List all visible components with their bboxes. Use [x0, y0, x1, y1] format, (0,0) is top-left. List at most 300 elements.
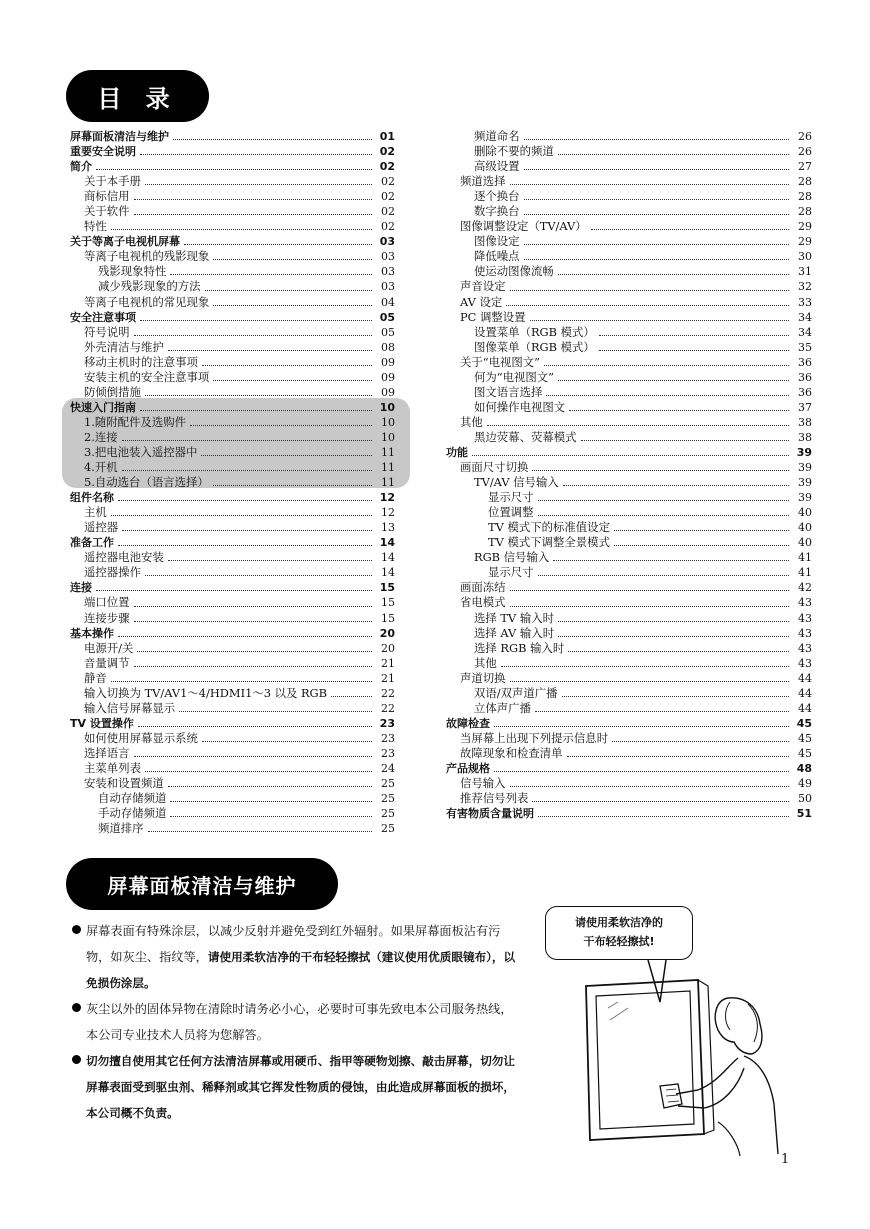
toc-entry — [70, 370, 395, 385]
toc-entry-page: 27 — [798, 160, 812, 174]
toc-entry — [446, 234, 812, 249]
toc-leader-dots — [202, 365, 372, 366]
toc-leader-dots — [553, 560, 789, 561]
toc-entry-page: 25 — [381, 822, 395, 836]
toc-entry — [446, 746, 812, 761]
toc-leader-dots — [614, 530, 789, 531]
toc-entry — [446, 686, 812, 701]
toc-entry-page: 36 — [798, 370, 812, 384]
toc-entry — [70, 716, 395, 731]
toc-entry-page: 43 — [798, 611, 812, 625]
toc-entry — [446, 611, 812, 626]
toc-entry-title: 降低噪点 — [474, 249, 520, 264]
toc-entry-title: 有害物质含量说明 — [446, 807, 534, 821]
toc-entry-page: 15 — [381, 611, 395, 625]
toc-entry — [70, 385, 395, 400]
toc-entry — [446, 641, 812, 656]
toc-leader-dots — [140, 410, 372, 411]
toc-entry-page: 11 — [381, 461, 395, 475]
toc-entry-title: 遥控器电池安装 — [84, 550, 164, 565]
toc-entry — [446, 129, 812, 144]
toc-leader-dots — [532, 801, 789, 802]
toc-entry — [70, 565, 395, 580]
toc-entry — [446, 415, 812, 430]
toc-leader-dots — [134, 666, 372, 667]
toc-leader-dots — [190, 425, 372, 426]
toc-entry-page: 14 — [379, 536, 395, 550]
toc-entry — [70, 611, 395, 626]
toc-entry-title: 电源开/关 — [84, 640, 134, 655]
toc-leader-dots — [201, 455, 372, 456]
toc-entry-page: 10 — [379, 400, 395, 414]
toc-leader-dots — [145, 184, 372, 185]
toc-leader-dots — [472, 455, 789, 456]
toc-leader-dots — [524, 244, 789, 245]
toc-entry-page: 35 — [798, 340, 812, 354]
toc-entry-title: 立体声广播 — [474, 700, 531, 715]
cleaning-bullet-1 — [72, 918, 520, 996]
toc-leader-dots — [134, 756, 372, 757]
toc-entry-title: 输入信号屏幕显示 — [84, 700, 176, 715]
toc-leader-dots — [558, 636, 789, 637]
toc-entry-page: 33 — [798, 295, 812, 309]
toc-leader-dots — [96, 590, 372, 591]
toc-entry-title: 显示尺寸 — [488, 565, 534, 580]
toc-entry-title: 重要安全说明 — [70, 145, 136, 159]
toc-entry-title: 高级设置 — [474, 159, 520, 174]
toc-entry-title: 符号说明 — [84, 324, 130, 339]
toc-entry-title: 双语/双声道广播 — [474, 685, 558, 700]
toc-entry — [446, 716, 812, 731]
toc-entry — [70, 264, 395, 279]
toc-entry — [446, 310, 812, 325]
toc-leader-dots — [544, 365, 789, 366]
toc-entry — [70, 671, 395, 686]
toc-entry-page: 10 — [381, 430, 395, 444]
toc-entry-title: 安装主机的安全注意事项 — [84, 369, 210, 384]
toc-leader-dots — [487, 425, 789, 426]
toc-leader-dots — [134, 214, 372, 215]
toc-entry-title: 主菜单列表 — [84, 760, 141, 775]
toc-leader-dots — [510, 606, 789, 607]
toc-entry — [70, 204, 395, 219]
toc-entry — [70, 340, 395, 355]
toc-entry — [70, 505, 395, 520]
toc-entry-title: TV/AV 信号输入 — [474, 475, 559, 490]
toc-entry-page: 03 — [381, 250, 395, 264]
toc-entry — [446, 174, 812, 189]
toc-entry — [70, 656, 395, 671]
toc-entry — [70, 279, 395, 294]
toc-entry — [70, 295, 395, 310]
toc-leader-dots — [535, 711, 789, 712]
toc-entry-page: 24 — [381, 761, 395, 775]
toc-entry-page: 03 — [381, 265, 395, 279]
toc-leader-dots — [170, 274, 372, 275]
toc-entry-title: 图像设定 — [474, 234, 520, 249]
toc-entry-page: 28 — [798, 175, 812, 189]
toc-entry-page: 25 — [381, 807, 395, 821]
toc-entry-title: 音量调节 — [84, 655, 130, 670]
toc-entry — [446, 249, 812, 264]
toc-leader-dots — [118, 545, 372, 546]
toc-entry — [70, 761, 395, 776]
toc-entry-page: 36 — [798, 355, 812, 369]
toc-entry-title: RGB 信号输入 — [474, 550, 550, 565]
toc-entry-title: 使运动图像流畅 — [474, 264, 554, 279]
toc-leader-dots — [202, 741, 372, 742]
toc-leader-dots — [111, 515, 372, 516]
toc-entry-page: 39 — [798, 491, 812, 505]
toc-entry-title: 减少残影现象的方法 — [98, 279, 201, 294]
toc-entry — [446, 791, 812, 806]
toc-leader-dots — [510, 590, 789, 591]
toc-entry — [70, 400, 395, 415]
bubble-line-1: 请使用柔软洁净的 — [575, 916, 663, 929]
toc-leader-dots — [524, 259, 789, 260]
toc-leader-dots — [546, 395, 789, 396]
toc-entry-title: 关于本手册 — [84, 174, 141, 189]
toc-entry-page: 40 — [798, 506, 812, 520]
toc-entry-title: 基本操作 — [70, 626, 114, 640]
toc-entry-title: 连接 — [70, 581, 92, 595]
toc-entry-page: 03 — [381, 280, 395, 294]
toc-entry-title: 输入切换为 TV/AV1～4/HDMI1～3 以及 RGB — [84, 685, 328, 700]
toc-entry-page: 40 — [798, 536, 812, 550]
toc-entry-page: 08 — [381, 340, 395, 354]
toc-entry-title: 组件名称 — [70, 491, 114, 505]
toc-entry — [70, 445, 395, 460]
toc-entry-page: 45 — [798, 746, 812, 760]
toc-leader-dots — [581, 440, 789, 441]
toc-leader-dots — [122, 470, 372, 471]
toc-entry — [70, 806, 395, 821]
toc-leader-dots — [205, 290, 372, 291]
toc-entry-title: 等离子电视机的残影现象 — [84, 249, 210, 264]
toc-entry-page: 43 — [798, 656, 812, 670]
toc-leader-dots — [558, 274, 789, 275]
toc-entry-page: 39 — [798, 476, 812, 490]
toc-entry-title: 图像菜单（RGB 模式） — [474, 339, 595, 354]
toc-entry-page: 25 — [381, 777, 395, 791]
toc-entry — [446, 626, 812, 641]
toc-leader-dots — [506, 305, 789, 306]
toc-entry-page: 01 — [379, 130, 395, 143]
toc-entry-title: 主机 — [84, 505, 107, 520]
toc-leader-dots — [145, 575, 372, 576]
toc-entry-title: 连接步骤 — [84, 610, 130, 625]
toc-entry-title: 位置调整 — [488, 505, 534, 520]
toc-entry-title: 移动主机时的注意事项 — [84, 354, 198, 369]
toc-entry-title: 功能 — [446, 445, 468, 459]
toc-leader-dots — [558, 621, 789, 622]
bullet-dot-icon — [72, 1003, 81, 1012]
toc-leader-dots — [168, 350, 372, 351]
toc-entry-title: 频道选择 — [460, 174, 506, 189]
toc-entry-page: 45 — [796, 716, 812, 730]
toc-entry — [446, 219, 812, 234]
toc-entry — [446, 656, 812, 671]
toc-entry-page: 12 — [379, 491, 395, 505]
toc-entry — [446, 340, 812, 355]
toc-leader-dots — [494, 771, 789, 772]
toc-leader-dots — [494, 726, 789, 727]
toc-entry — [70, 550, 395, 565]
toc-leader-dots — [134, 335, 372, 336]
toc-entry — [446, 580, 812, 595]
toc-entry — [446, 761, 812, 776]
toc-entry-page: 04 — [381, 295, 395, 309]
bullet-2-text: 灰尘以外的固体异物在清除时请务必小心，必要时可事先致电本公司服务热线，本公司专业技术人员将为您解答。 — [86, 1002, 513, 1042]
toc-leader-dots — [122, 440, 372, 441]
toc-entry-title: 4.开机 — [84, 460, 118, 475]
toc-entry-page: 44 — [798, 701, 812, 715]
toc-leader-dots — [558, 380, 789, 381]
toc-entry — [446, 535, 812, 550]
toc-entry-title: 图文语言选择 — [474, 384, 543, 399]
toc-entry — [446, 490, 812, 505]
toc-entry — [446, 355, 812, 370]
toc-entry-page: 09 — [381, 355, 395, 369]
toc-entry-page: 22 — [381, 701, 395, 715]
toc-entry-page: 29 — [798, 235, 812, 249]
toc-entry-title: 关于“电视图文” — [460, 354, 540, 369]
toc-leader-dots — [538, 575, 789, 576]
toc-entry-page: 30 — [798, 250, 812, 264]
toc-entry-page: 10 — [381, 415, 395, 429]
toc-entry-title: 声音设定 — [460, 279, 506, 294]
toc-entry-page: 49 — [798, 777, 812, 791]
toc-leader-dots — [118, 636, 372, 637]
toc-leader-dots — [145, 771, 372, 772]
toc-leader-dots — [96, 169, 372, 170]
toc-leader-dots — [532, 470, 789, 471]
toc-entry-title: 选择语言 — [84, 745, 130, 760]
toc-entry-page: 50 — [798, 792, 812, 806]
toc-entry — [446, 144, 812, 159]
toc-entry-page: 02 — [381, 175, 395, 189]
toc-entry-title: TV 模式下调整全景模式 — [488, 535, 610, 550]
toc-entry — [446, 806, 812, 821]
toc-entry-page: 31 — [798, 265, 812, 279]
toc-leader-dots — [538, 500, 789, 501]
toc-leader-dots — [524, 199, 789, 200]
toc-entry — [446, 264, 812, 279]
toc-leader-dots — [122, 530, 372, 531]
toc-entry — [70, 460, 395, 475]
toc-leader-dots — [168, 786, 372, 787]
toc-entry — [70, 535, 395, 550]
toc-entry-title: 静音 — [84, 670, 107, 685]
toc-entry-title: 安装和设置频道 — [84, 776, 164, 791]
bubble-line-2: 干布轻轻擦拭! — [583, 935, 655, 948]
toc-entry-page: 22 — [381, 686, 395, 700]
toc-leader-dots — [524, 214, 789, 215]
toc-entry — [446, 505, 812, 520]
toc-entry — [446, 204, 812, 219]
toc-leader-dots — [510, 786, 789, 787]
toc-entry-page: 02 — [379, 145, 395, 159]
toc-leader-dots — [148, 831, 372, 832]
toc-entry-title: 推荐信号列表 — [460, 791, 529, 806]
toc-entry — [70, 310, 395, 325]
toc-entry-title: 残影现象特性 — [98, 264, 167, 279]
toc-leader-dots — [331, 696, 372, 697]
toc-entry — [70, 234, 395, 249]
toc-leader-dots — [591, 229, 789, 230]
toc-entry — [446, 279, 812, 294]
toc-entry-page: 23 — [379, 716, 395, 730]
toc-entry-title: 屏幕面板清洁与维护 — [70, 130, 169, 143]
toc-entry — [70, 595, 395, 610]
toc-entry-page: 40 — [798, 521, 812, 535]
toc-entry-page: 28 — [798, 205, 812, 219]
toc-entry — [70, 626, 395, 641]
toc-leader-dots — [213, 485, 372, 486]
toc-entry-page: 41 — [798, 566, 812, 580]
toc-entry — [70, 249, 395, 264]
toc-entry — [70, 159, 395, 174]
toc-entry-title: 产品规格 — [446, 761, 490, 775]
toc-entry-title: 准备工作 — [70, 536, 114, 550]
toc-entry-title: 关于软件 — [84, 204, 130, 219]
toc-entry-page: 02 — [381, 190, 395, 204]
bullet-1-text: 屏幕表面有特殊涂层，以减少反射并避免受到红外辐射。如果屏幕面板沾有污物，如灰尘、指纹等， — [86, 924, 501, 964]
toc-entry — [70, 701, 395, 716]
toc-entry-title: 如何使用屏幕显示系统 — [84, 730, 198, 745]
toc-entry-page: 48 — [796, 761, 812, 775]
toc-leader-dots — [168, 560, 372, 561]
toc-entry-page: 43 — [798, 596, 812, 610]
toc-entry-page: 34 — [798, 310, 812, 324]
toc-leader-dots — [140, 320, 372, 321]
bullet-1-bold-text: 请使用柔软洁净的干布轻轻擦拭（建议使用优质眼镜布），以免损伤涂层。 — [86, 950, 516, 990]
toc-entry-title: 设置菜单（RGB 模式） — [474, 324, 595, 339]
bullet-dot-icon — [72, 925, 81, 934]
toc-entry-title: 商标信用 — [84, 189, 130, 204]
toc-leader-dots — [184, 244, 372, 245]
toc-entry-page: 37 — [798, 400, 812, 414]
toc-entry-page: 23 — [381, 731, 395, 745]
toc-entry — [70, 415, 395, 430]
toc-leader-dots — [179, 711, 372, 712]
toc-entry-page: 26 — [798, 145, 812, 159]
toc-entry — [446, 550, 812, 565]
toc-entry — [446, 731, 812, 746]
toc-entry-title: 选择 TV 输入时 — [474, 610, 555, 625]
toc-entry — [446, 385, 812, 400]
toc-entry-title: 外壳清洁与维护 — [84, 339, 164, 354]
toc-leader-dots — [599, 350, 789, 351]
toc-entry-title: 何为“电视图文” — [474, 369, 554, 384]
toc-leader-dots — [599, 335, 789, 336]
toc-entry-page: 38 — [798, 430, 812, 444]
toc-entry — [70, 430, 395, 445]
toc-leader-dots — [140, 154, 372, 155]
toc-title: 目 录 — [66, 70, 209, 122]
toc-entry-title: 显示尺寸 — [488, 490, 534, 505]
toc-entry-title: 端口位置 — [84, 595, 130, 610]
toc-entry — [446, 189, 812, 204]
toc-entry-title: 1.随附配件及选购件 — [84, 414, 186, 429]
toc-entry-page: 25 — [381, 792, 395, 806]
toc-entry-page: 02 — [381, 205, 395, 219]
toc-entry — [70, 144, 395, 159]
toc-entry-title: 省电模式 — [460, 595, 506, 610]
toc-entry-title: 等离子电视机的常见现象 — [84, 294, 210, 309]
toc-entry-page: 39 — [796, 445, 812, 459]
toc-entry — [70, 776, 395, 791]
toc-entry-title: 频道命名 — [474, 129, 520, 143]
toc-entry-title: 声道切换 — [460, 670, 506, 685]
cleaning-bullet-2 — [72, 996, 520, 1048]
toc-entry-page: 12 — [381, 506, 395, 520]
toc-entry — [446, 295, 812, 310]
toc-entry-title: 简介 — [70, 160, 92, 174]
toc-entry-title: 图像调整设定（TV/AV） — [460, 219, 587, 234]
toc-entry — [70, 490, 395, 505]
toc-leader-dots — [137, 651, 372, 652]
toc-leader-dots — [213, 259, 372, 260]
toc-entry-title: 如何操作电视图文 — [474, 399, 566, 414]
toc-leader-dots — [614, 545, 789, 546]
toc-entry — [446, 370, 812, 385]
toc-entry-title: 手动存储频道 — [98, 806, 167, 821]
toc-leader-dots — [558, 154, 789, 155]
page-number: 1 — [781, 1152, 790, 1167]
toc-entry-page: 42 — [798, 581, 812, 595]
toc-entry-title: 选择 AV 输入时 — [474, 625, 555, 640]
toc-entry-title: 故障检查 — [446, 716, 490, 730]
cleaning-instructions — [72, 918, 520, 1126]
toc-entry-page: 38 — [798, 415, 812, 429]
toc-entry-page: 43 — [798, 641, 812, 655]
toc-entry-page: 02 — [379, 160, 395, 174]
toc-entry-page: 44 — [798, 686, 812, 700]
toc-entry-page: 14 — [381, 566, 395, 580]
toc-leader-dots — [118, 500, 372, 501]
toc-entry-page: 03 — [379, 235, 395, 249]
toc-entry-page: 41 — [798, 551, 812, 565]
toc-entry-title: 当屏幕上出现下列提示信息时 — [460, 730, 609, 745]
toc-entry-page: 21 — [381, 671, 395, 685]
toc-left-column — [70, 129, 395, 836]
toc-entry-page: 21 — [381, 656, 395, 670]
toc-entry-title: TV 设置操作 — [70, 716, 134, 730]
toc-entry — [70, 746, 395, 761]
toc-entry-page: 02 — [381, 220, 395, 234]
toc-entry — [70, 580, 395, 595]
toc-leader-dots — [524, 169, 789, 170]
toc-entry-page: 15 — [381, 596, 395, 610]
toc-entry — [446, 701, 812, 716]
toc-entry — [446, 671, 812, 686]
toc-entry-page: 20 — [379, 626, 395, 640]
toc-entry-page: 14 — [381, 551, 395, 565]
toc-entry — [70, 219, 395, 234]
toc-entry-title: PC 调整设置 — [460, 309, 526, 324]
toc-entry-title: 信号输入 — [460, 776, 506, 791]
toc-entry-page: 43 — [798, 626, 812, 640]
toc-entry — [70, 821, 395, 836]
toc-entry — [446, 475, 812, 490]
toc-entry-title: 故障现象和检查清单 — [460, 745, 563, 760]
toc-entry-title: 特性 — [84, 219, 107, 234]
toc-entry — [70, 325, 395, 340]
toc-entry — [70, 686, 395, 701]
toc-entry — [70, 731, 395, 746]
toc-leader-dots — [510, 290, 789, 291]
